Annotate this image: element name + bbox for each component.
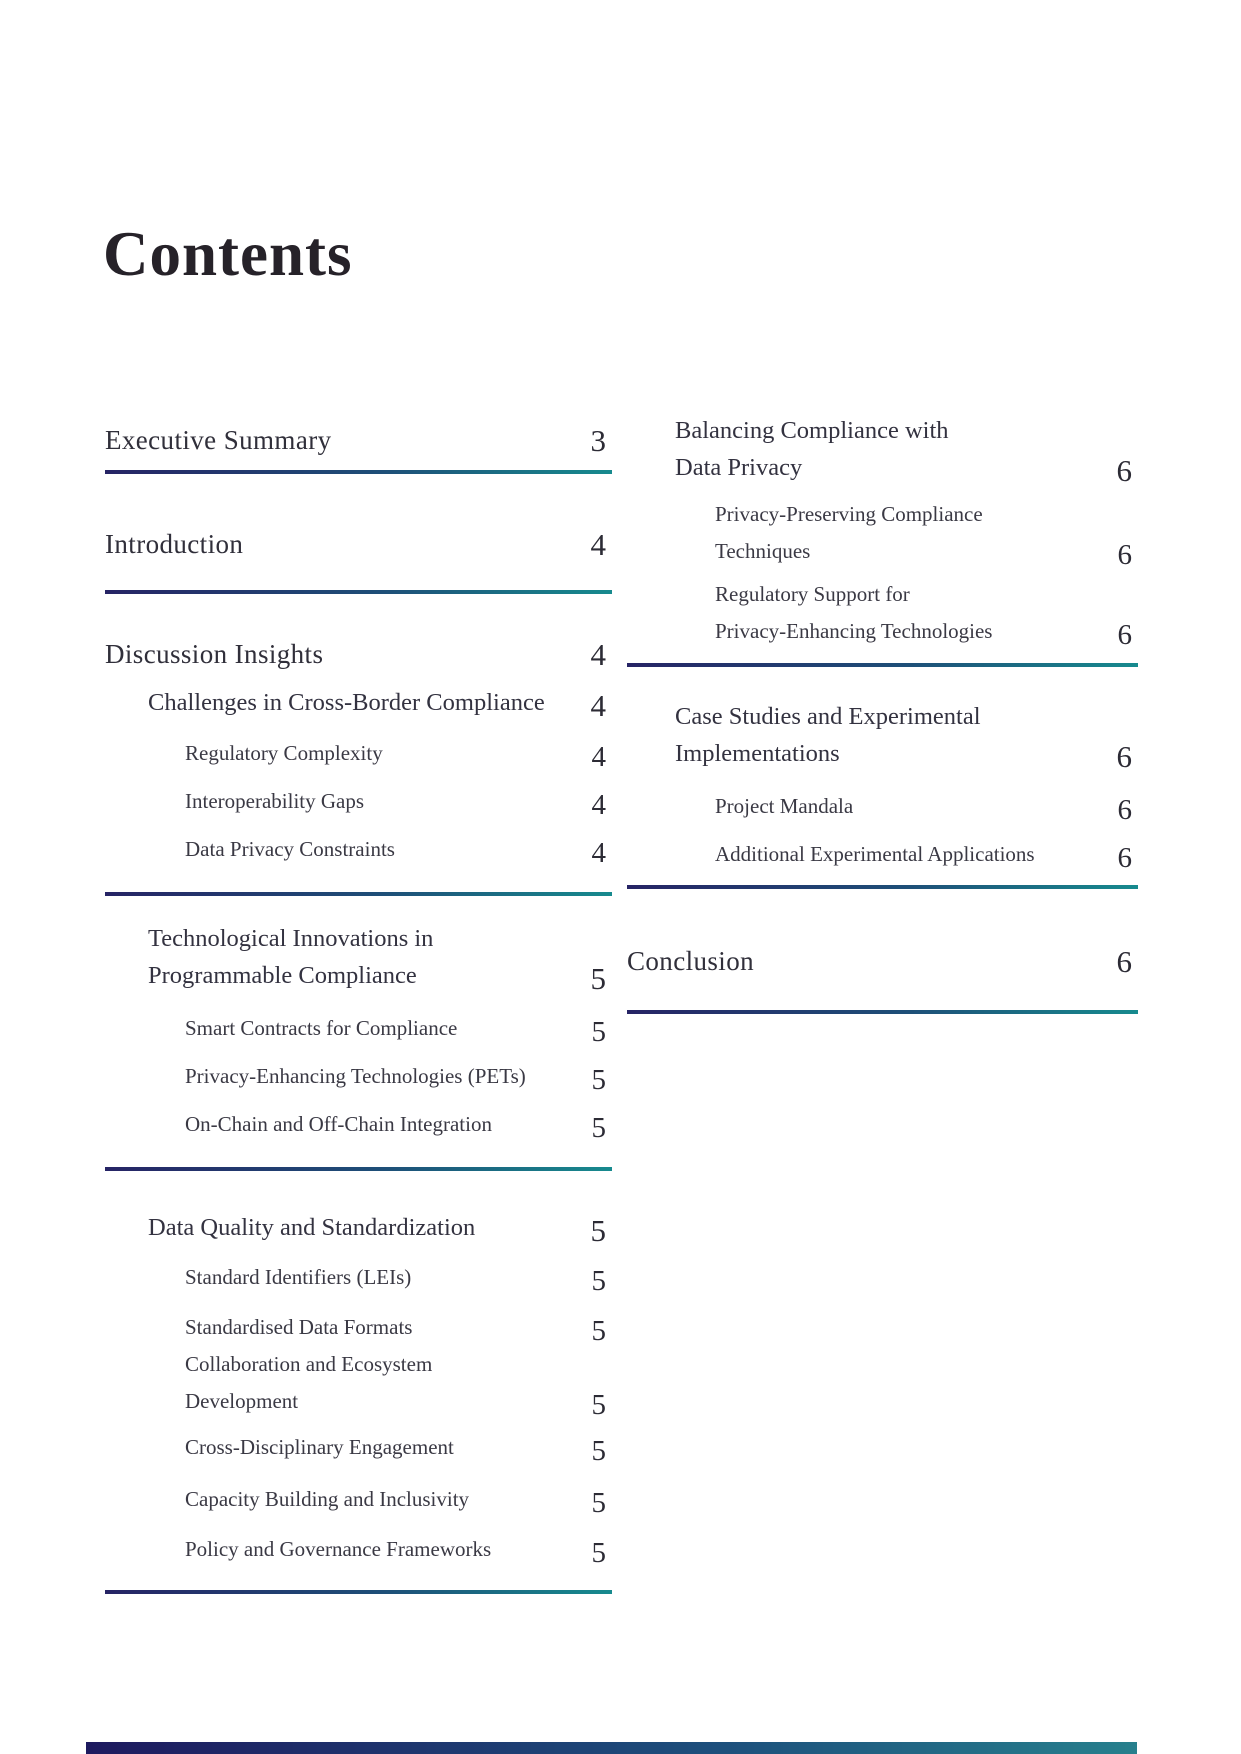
toc-entry-page: 5 [591, 1265, 606, 1297]
toc-entry-interoperability-gaps[interactable] [105, 783, 612, 820]
toc-entry-technological-innovations[interactable] [105, 920, 612, 994]
toc-column-right [627, 400, 1138, 1014]
toc-entry-page: 5 [591, 1016, 606, 1048]
toc-entry-page: 3 [590, 423, 606, 458]
toc-entry-label: Data Privacy [675, 454, 803, 481]
toc-entry-capacity-building[interactable] [105, 1481, 612, 1518]
toc-entry-on-chain-off-chain[interactable] [105, 1106, 612, 1143]
toc-entry-label: Development [185, 1389, 299, 1413]
toc-entry-label: Collaboration and Ecosystem [185, 1352, 433, 1376]
section-divider [627, 663, 1138, 667]
toc-entry-label: Standardised Data Formats [185, 1315, 413, 1339]
toc-entry-privacy-preserving[interactable] [627, 496, 1138, 570]
toc-entry-page: 6 [1117, 842, 1132, 874]
toc-entry-label: Balancing Compliance with [675, 417, 949, 444]
section-divider [627, 1010, 1138, 1014]
section-divider [105, 590, 612, 594]
toc-entry-label: Introduction [105, 529, 244, 559]
toc-entry-balancing-compliance[interactable] [627, 412, 1138, 486]
toc-column-left [105, 410, 612, 1594]
toc-entry-label: Regulatory Support for [715, 582, 910, 606]
toc-entry-label: Policy and Governance Frameworks [185, 1537, 492, 1561]
toc-entry-pets[interactable] [105, 1058, 612, 1095]
toc-entry-page: 4 [591, 789, 606, 821]
toc-entry-cross-disciplinary[interactable] [105, 1429, 612, 1466]
toc-entry-label: Regulatory Complexity [185, 741, 383, 765]
toc-entry-page: 5 [591, 1537, 606, 1569]
toc-entry-label: Data Quality and Standardization [148, 1214, 476, 1241]
toc-entry-page: 4 [590, 637, 606, 672]
toc-entry-discussion-insights[interactable] [105, 638, 612, 670]
footer-accent-bar [86, 1742, 1137, 1754]
toc-entry-label: Cross-Disciplinary Engagement [185, 1435, 454, 1459]
toc-entry-page: 6 [1117, 794, 1132, 826]
toc-entry-label: Privacy-Enhancing Technologies (PETs) [185, 1064, 526, 1088]
toc-entry-page: 6 [1117, 619, 1132, 651]
contents-title: Contents [103, 219, 353, 289]
toc-entry-label: Programmable Compliance [148, 962, 417, 989]
toc-entry-page: 4 [590, 688, 606, 723]
toc-entry-label: Techniques [715, 539, 811, 563]
section-divider [105, 470, 612, 474]
toc-entry-standardised-data-formats[interactable] [105, 1309, 612, 1346]
toc-entry-policy-governance[interactable] [105, 1531, 612, 1568]
toc-entry-page: 5 [590, 1213, 606, 1248]
toc-entry-page: 6 [1117, 539, 1132, 571]
toc-entry-label: Implementations [675, 740, 840, 767]
toc-entry-page: 5 [590, 961, 606, 996]
toc-entry-label: Challenges in Cross-Border Compliance [148, 689, 545, 716]
toc-entry-label: Technological Innovations in [148, 925, 434, 952]
toc-entry-challenges-cross-border[interactable] [105, 684, 612, 721]
toc-entry-regulatory-support[interactable] [627, 576, 1138, 650]
toc-entry-label: Privacy-Enhancing Technologies [715, 619, 993, 643]
toc-entry-data-quality[interactable] [105, 1209, 612, 1246]
toc-entry-label: Project Mandala [715, 794, 854, 818]
toc-entry-page: 5 [591, 1112, 606, 1144]
toc-entry-page: 5 [591, 1389, 606, 1421]
toc-entry-smart-contracts[interactable] [105, 1010, 612, 1047]
toc-entry-page: 6 [1116, 944, 1132, 979]
toc-entry-executive-summary[interactable] [105, 424, 612, 456]
toc-entry-case-studies[interactable] [627, 698, 1138, 772]
toc-entry-standard-identifiers[interactable] [105, 1259, 612, 1296]
section-divider [105, 1590, 612, 1594]
toc-entry-label: Executive Summary [105, 425, 332, 455]
toc-entry-label: Conclusion [627, 946, 755, 976]
toc-entry-label: On-Chain and Off-Chain Integration [185, 1112, 492, 1136]
toc-entry-label: Interoperability Gaps [185, 789, 365, 813]
toc-entry-page: 5 [591, 1064, 606, 1096]
toc-entry-page: 5 [591, 1315, 606, 1347]
toc-entry-introduction[interactable] [105, 528, 612, 560]
toc-entry-page: 4 [591, 741, 606, 773]
toc-entry-project-mandala[interactable] [627, 788, 1138, 825]
toc-entry-additional-experimental[interactable] [627, 836, 1138, 873]
toc-entry-label: Capacity Building and Inclusivity [185, 1487, 470, 1511]
toc-entry-page: 6 [1116, 453, 1132, 488]
section-divider [105, 892, 612, 896]
section-divider [105, 1167, 612, 1171]
toc-entry-page: 6 [1116, 739, 1132, 774]
toc-entry-regulatory-complexity[interactable] [105, 735, 612, 772]
toc-entry-page: 5 [591, 1435, 606, 1467]
toc-entry-page: 5 [591, 1487, 606, 1519]
toc-entry-label: Privacy-Preserving Compliance [715, 502, 983, 526]
toc-entry-label: Discussion Insights [105, 639, 324, 669]
toc-entry-label: Additional Experimental Applications [715, 842, 1035, 866]
toc-entry-page: 4 [591, 837, 606, 869]
section-divider [627, 885, 1138, 889]
toc-entry-label: Case Studies and Experimental [675, 703, 981, 730]
toc-entry-collaboration-ecosystem[interactable] [105, 1346, 612, 1420]
toc-entry-label: Standard Identifiers (LEIs) [185, 1265, 412, 1289]
toc-entry-label: Smart Contracts for Compliance [185, 1016, 458, 1040]
toc-entry-data-privacy-constraints[interactable] [105, 831, 612, 868]
toc-entry-conclusion[interactable] [627, 945, 1138, 977]
toc-entry-page: 4 [590, 527, 606, 562]
toc-entry-label: Data Privacy Constraints [185, 837, 395, 861]
